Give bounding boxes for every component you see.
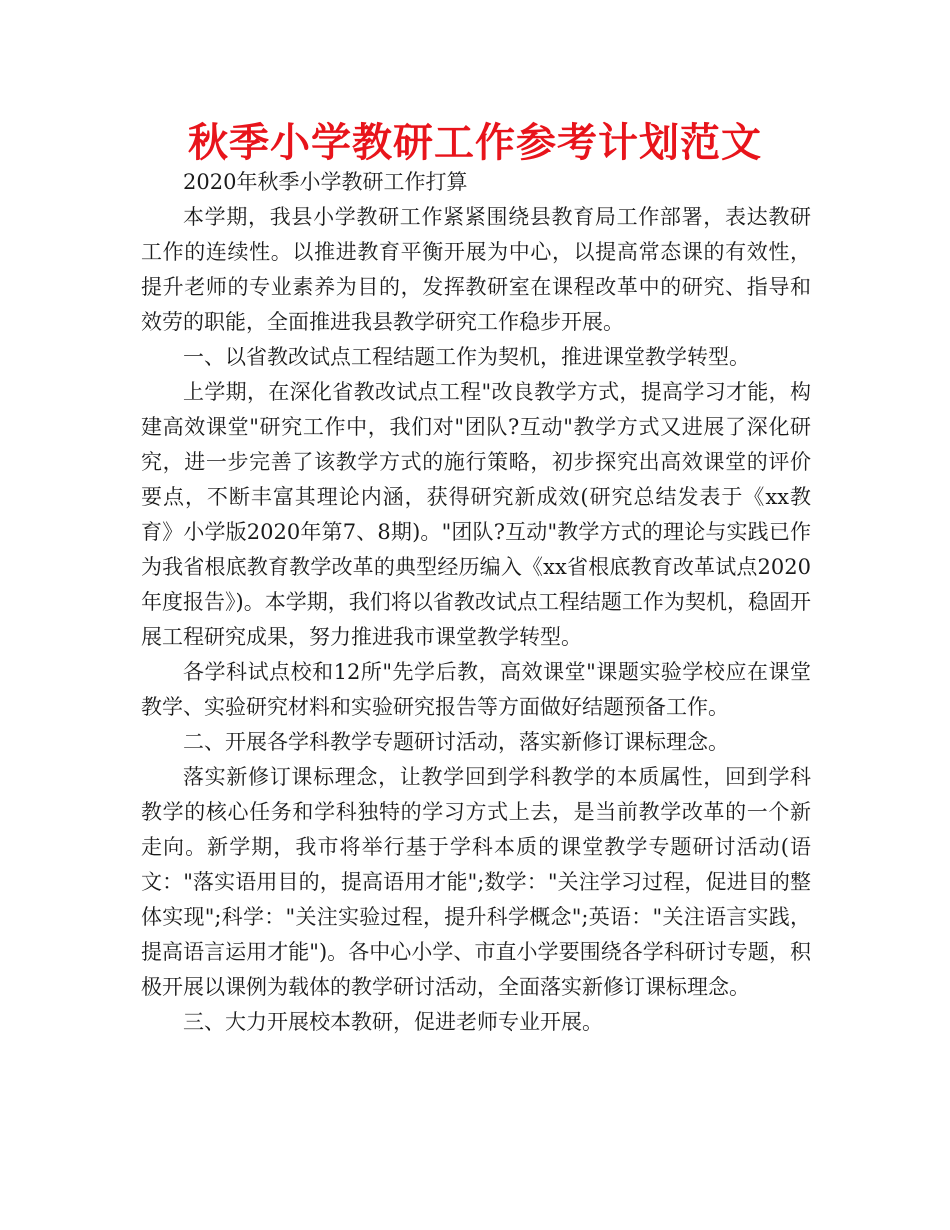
body-paragraph: 落实新修订课标理念，让教学回到学科教学的本质属性，回到学科教学的核心任务和学科独特的学习方式上去，是当前教学改革的一个新走向。新学期，我市将举行基于学科本质的课堂教学专题研讨活动(语文："落实语用目的，提高语用才能";数学："关注学习过程，促进目的整体实现";科学："关注实验过程，提升科学概念";英语："关注语言实践，提高语言运用才能")。各中心小学、市直小学要围绕各学科研讨专题，积极开展以课例为载体的教学研讨活动，全面落实新修订课标理念。 (141, 765, 811, 999)
subtitle-paragraph: 2020年秋季小学教研工作打算 (183, 170, 468, 194)
body-paragraph: 上学期，在深化省教改试点工程"改良教学方式，提高学习才能，构建高效课堂"研究工作中，我们对"团队?互动"教学方式又进展了深化研究，进一步完善了该教学方式的施行策略，初步探究出高效课堂的评价要点，不断丰富其理论内涵，获得研究新成效(研究总结发表于《xx教育》小学版2020年第7、8期)。"团队?互动"教学方式的理论与实践已作为我省根底教育教学改革的典型经历编入《xx省根底教育改革试点2020年度报告》)。本学期，我们将以省教改试点工程结题工作为契机，稳固开展工程研究成果，努力推进我市课堂教学转型。 (141, 380, 811, 649)
document-body (141, 165, 811, 1040)
section-heading-2: 二、开展各学科教学专题研讨活动，落实新修订课标理念。 (183, 730, 729, 754)
body-paragraph: 各学科试点校和12所"先学后教，高效课堂"课题实验学校应在课堂教学、实验研究材料和实验研究报告等方面做好结题预备工作。 (141, 660, 811, 719)
section-heading-1: 一、以省教改试点工程结题工作为契机，推进课堂教学转型。 (183, 345, 750, 369)
section-heading-3: 三、大力开展校本教研，促进老师专业开展。 (183, 1010, 603, 1034)
document-title: 秋季小学教研工作参考计划范文 (188, 120, 762, 166)
intro-paragraph: 本学期，我县小学教研工作紧紧围绕县教育局工作部署，表达教研工作的连续性。以推进教育平衡开展为中心，以提高常态课的有效性，提升老师的专业素养为目的，发挥教研室在课程改革中的研究、指导和效劳的职能，全面推进我县教学研究工作稳步开展。 (141, 205, 811, 334)
